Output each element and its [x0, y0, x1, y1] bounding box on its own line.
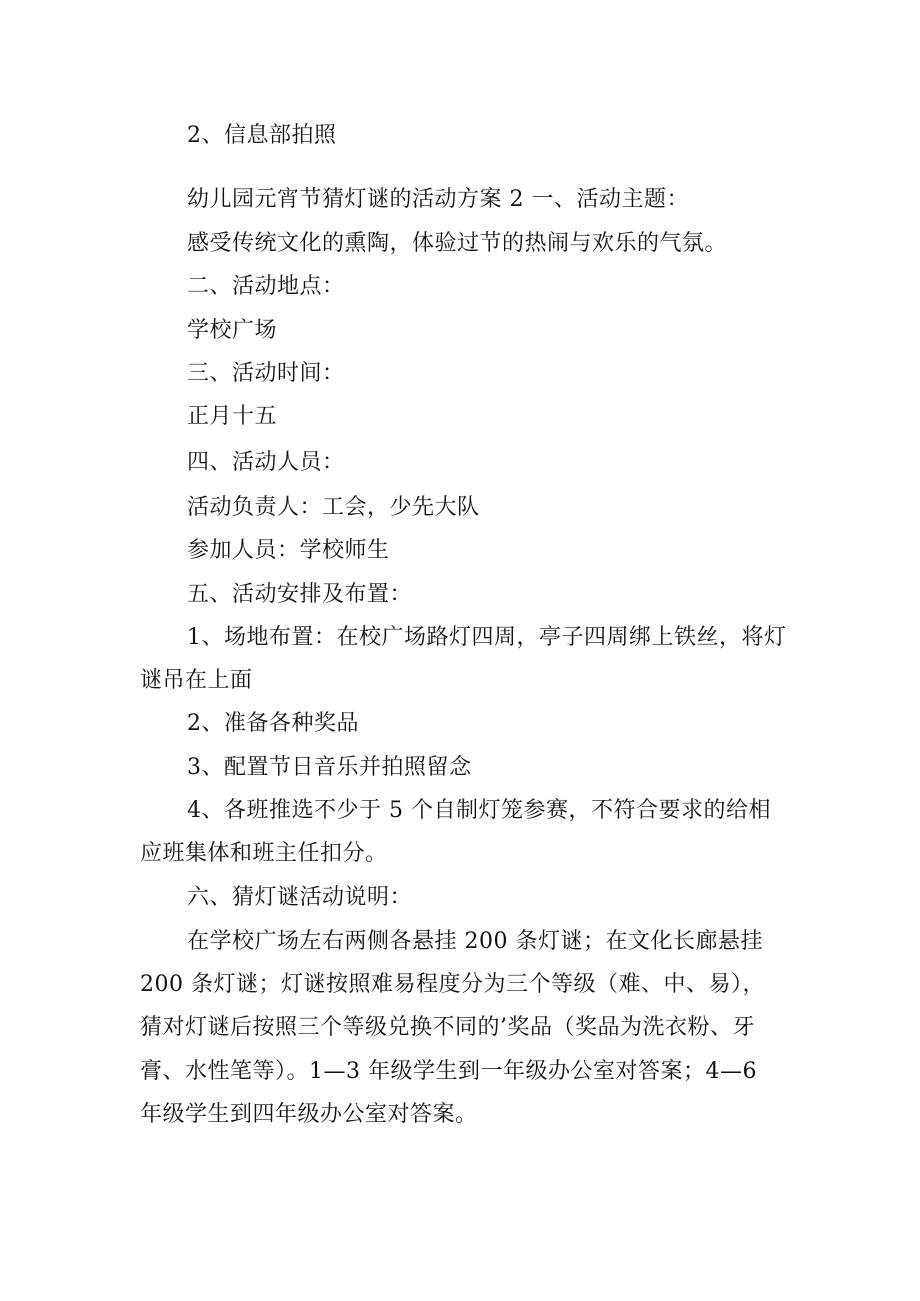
text-line: 在学校广场左右两侧各悬挂 200 条灯谜；在文化长廊悬挂 — [187, 929, 763, 954]
text-line: 学校广场 — [187, 318, 278, 343]
section-heading: 五、活动安排及布置： — [187, 582, 413, 607]
text-line: 3、配置节日音乐并拍照留念 — [187, 755, 472, 780]
section-heading: 二、活动地点： — [187, 274, 345, 299]
text-line: 年级学生到四年级办公室对答案。 — [140, 1102, 478, 1127]
text-line: 参加人员：学校师生 — [187, 538, 390, 563]
text-line: 应班集体和班主任扣分。 — [140, 841, 388, 866]
text-line: 感受传统文化的熏陶，体验过节的热闹与欢乐的气氛。 — [187, 231, 728, 256]
text-line: 200 条灯谜；灯谜按照难易程度分为三个等级（难、中、易）， — [140, 972, 765, 997]
section-title: 幼儿园元宵节猜灯谜的活动方案 2 一、活动主题： — [187, 187, 689, 212]
text-line: 活动负责人：工会，少先大队 — [187, 495, 480, 520]
text-line: 2、准备各种奖品 — [187, 711, 359, 736]
section-heading: 六、猜灯谜活动说明： — [187, 885, 413, 910]
section-heading: 三、活动时间： — [187, 361, 345, 386]
text-line: 1、场地布置：在校广场路灯四周，亭子四周绑上铁丝，将灯 — [187, 625, 787, 650]
text-line: 2、信息部拍照 — [187, 123, 337, 148]
text-line: 谜吊在上面 — [140, 668, 253, 693]
text-line: 膏、水性笔等）。1—3 年级学生到一年级办公室对答案；4—6 — [140, 1059, 757, 1084]
section-heading: 四、活动人员： — [187, 450, 345, 475]
text-line: 猜对灯谜后按照三个等级兑换不同的’奖品（奖品为洗衣粉、牙 — [140, 1015, 755, 1040]
text-line: 正月十五 — [187, 404, 278, 429]
text-line: 4、各班推选不少于 5 个自制灯笼参赛，不符合要求的给相 — [187, 798, 771, 823]
